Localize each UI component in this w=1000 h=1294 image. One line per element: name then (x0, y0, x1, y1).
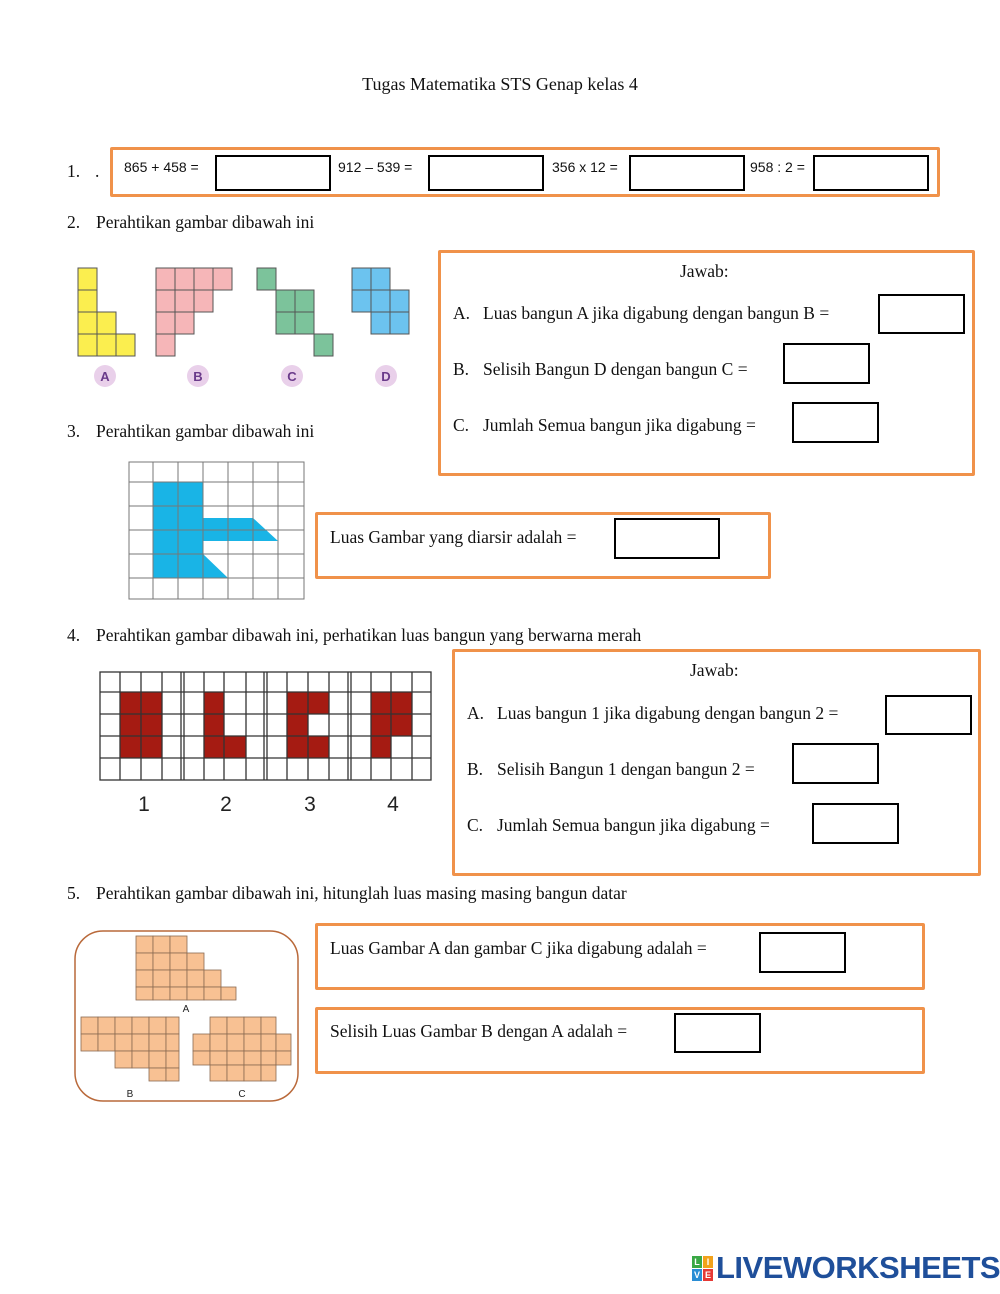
shape-c (257, 268, 333, 356)
q2-a-answer[interactable] (878, 294, 965, 334)
q4-a-answer[interactable] (885, 695, 972, 735)
q4-b-answer[interactable] (792, 743, 879, 784)
q2-c-letter: C. (453, 415, 470, 435)
logo-letter-v: V (693, 1270, 700, 1280)
logo-letter-e: E (704, 1270, 711, 1280)
q5-text: Perahtikan gambar dibawah ini, hitunglah luas masing masing bangun datar (96, 883, 627, 903)
q4-b-text: Selisih Bangun 1 dengan bangun 2 = (497, 759, 755, 779)
q2-b-text: Selisih Bangun D dengan bangun C = (483, 359, 748, 379)
figure-label-3: 3 (304, 793, 316, 816)
shape-label-c: C (287, 369, 297, 384)
q4-b-letter: B. (467, 759, 484, 779)
q2-figure (70, 255, 430, 395)
q2-a-text: Luas bangun A jika digabung dengan bangun B = (483, 303, 830, 323)
q5-figure (73, 929, 301, 1105)
shape-label-b: B (193, 369, 203, 384)
shape-b (156, 268, 232, 356)
q4-c-text: Jumlah Semua bangun jika digabung = (497, 815, 770, 835)
q1-answer-2[interactable] (428, 155, 544, 191)
shape-d (352, 268, 409, 334)
q1-item-1: 865 + 458 = (124, 159, 199, 175)
q3-answer[interactable] (614, 518, 720, 559)
logo-letter-i: I (703, 1256, 713, 1268)
q2-a-letter: A. (453, 303, 471, 323)
q2-c-text: Jumlah Semua bangun jika digabung = (483, 415, 756, 435)
q1-dot: . (95, 161, 100, 181)
q1-item-3: 356 x 12 = (552, 159, 618, 175)
q5-number: 5. (67, 883, 81, 903)
q4-a-text: Luas bangun 1 jika digabung dengan bangun 2 = (497, 703, 839, 723)
q1-answer-4[interactable] (813, 155, 929, 191)
shape-label-a: A (182, 1004, 190, 1015)
shape-label-c: C (238, 1089, 246, 1100)
q1-answer-1[interactable] (215, 155, 331, 191)
q5-answer-1[interactable] (759, 932, 846, 973)
page-title: Tugas Matematika STS Genap kelas 4 (362, 74, 638, 94)
q5-answer2-text: Selisih Luas Gambar B dengan A adalah = (330, 1021, 628, 1041)
shape-a (78, 268, 135, 356)
q4-figure (98, 670, 436, 820)
q4-c-answer[interactable] (812, 803, 899, 844)
q2-text: Perahtikan gambar dibawah ini (96, 212, 315, 232)
q2-jawab: Jawab: (680, 261, 729, 281)
q3-number: 3. (67, 421, 81, 441)
q4-c-letter: C. (467, 815, 484, 835)
q2-c-answer[interactable] (792, 402, 879, 443)
shape-label-b: B (126, 1089, 134, 1100)
q3-answer-text: Luas Gambar yang diarsir adalah = (330, 527, 577, 547)
q1-number: 1. (67, 161, 81, 181)
q1-item-4: 958 : 2 = (750, 159, 805, 175)
q2-number: 2. (67, 212, 81, 232)
liveworksheets-logo-icon (692, 1256, 714, 1282)
brand-name: LIVEWORKSHEETS (716, 1250, 1000, 1285)
q4-number: 4. (67, 625, 81, 645)
figure-label-1: 1 (138, 793, 150, 816)
q2-b-answer[interactable] (783, 343, 870, 384)
logo-letter-l: L (692, 1256, 702, 1268)
q4-text: Perahtikan gambar dibawah ini, perhatikan luas bangun yang berwarna merah (96, 625, 642, 645)
figure-label-4: 4 (387, 793, 399, 816)
q3-text: Perahtikan gambar dibawah ini (96, 421, 315, 441)
figure-label-2: 2 (220, 793, 232, 816)
q4-a-letter: A. (467, 703, 485, 723)
q5-answer-2[interactable] (674, 1013, 761, 1053)
q2-b-letter: B. (453, 359, 470, 379)
shape-label-a: A (100, 369, 110, 384)
q5-answer1-text: Luas Gambar A dan gambar C jika digabung adalah = (330, 938, 707, 958)
q1-item-2: 912 – 539 = (338, 159, 413, 175)
q3-figure (128, 460, 306, 602)
q1-answer-3[interactable] (629, 155, 745, 191)
q4-jawab: Jawab: (690, 660, 739, 680)
shape-label-d: D (381, 369, 391, 384)
